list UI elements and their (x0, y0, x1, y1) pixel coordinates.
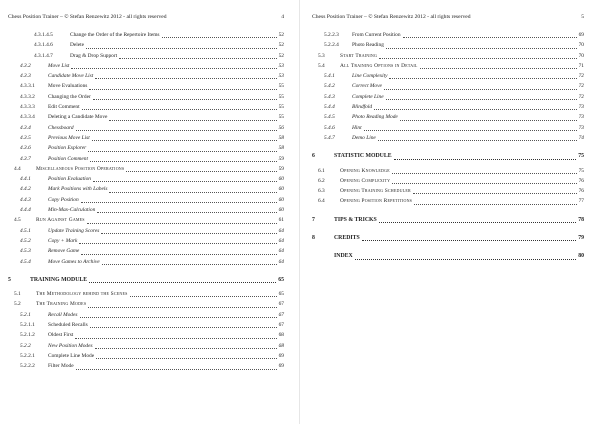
toc-entry-title: Opening Complexity (340, 177, 391, 184)
toc-entry[interactable] (8, 30, 284, 40)
toc-entry-page: 60 (278, 207, 284, 214)
toc-dot-leader (75, 332, 276, 339)
toc-entry-title: Opening Training Scheduler (340, 188, 411, 195)
toc-entry-title: Change the Order of the Repertoire Items (70, 32, 160, 38)
toc-entry-page: 68 (278, 342, 284, 349)
toc-entry[interactable] (8, 71, 284, 81)
toc-entry-title: Demo Line (352, 134, 376, 141)
toc-entry-page: 64 (278, 227, 284, 234)
toc-entry-page: 65 (278, 291, 284, 298)
toc-entry[interactable] (8, 61, 284, 71)
toc-entry[interactable] (8, 195, 284, 205)
toc-entry-number: 5.4.3 (324, 93, 335, 100)
toc-entry-number: 5.2.1 (20, 311, 31, 318)
toc-dot-leader (394, 153, 577, 160)
toc-dot-leader (379, 216, 576, 223)
toc-entry-number: 6.3 (318, 188, 325, 195)
toc-entry-number: 4.3.1.4.5 (34, 32, 53, 38)
toc-entry-number: 4.3.2 (20, 62, 31, 69)
toc-dot-leader (96, 352, 276, 359)
toc-entry-title: Complete Line (352, 93, 384, 100)
toc-entry-page: 55 (278, 83, 284, 90)
toc-entry-number: 8 (312, 235, 315, 242)
toc-entry-title: Start Training (340, 52, 378, 59)
toc-entry-number: 5.1 (14, 291, 21, 298)
toc-dot-leader (392, 177, 576, 184)
toc-entry-title: Min-Max-Calculation (48, 207, 96, 214)
toc-entry-title: Changing the Order (48, 93, 91, 100)
toc-entry-number: 4.3.3.2 (20, 93, 35, 100)
toc-entry-number: 5.2.2.2 (20, 363, 35, 370)
toc-entry-title: All Training Options in Detail (340, 62, 418, 69)
left-page-header (8, 14, 284, 21)
toc-dot-leader (93, 175, 277, 182)
toc-entry-number: 5.4.6 (324, 124, 335, 131)
toc-dot-leader (413, 187, 577, 194)
toc-entry-number: 4.3.6 (20, 145, 31, 152)
toc-entry-title: Position Evaluation (48, 176, 91, 183)
toc-dot-leader (97, 206, 276, 213)
toc-entry-page: 69 (578, 32, 584, 38)
toc-dot-leader (109, 114, 276, 121)
toc-entry-title: Position Explorer (48, 145, 87, 152)
toc-entry-title: Remove Game (48, 248, 80, 255)
toc-entry-title: Recall Modes (48, 311, 78, 318)
toc-entry[interactable] (8, 299, 284, 309)
toc-entry-page: 65 (278, 276, 284, 283)
toc-entry-title: Mark Positions with Labels (48, 186, 108, 193)
toc-spacer (312, 243, 584, 251)
toc-entry-page: 75 (578, 153, 584, 160)
toc-entry[interactable] (312, 133, 584, 143)
toc-entry-page: 55 (278, 93, 284, 100)
toc-entry-page: 73 (578, 104, 584, 111)
toc-dot-leader (420, 62, 577, 69)
toc-entry-title: INDEX (334, 253, 353, 260)
toc-entry-number: 4.3.1.4.6 (34, 42, 53, 49)
toc-entry[interactable] (8, 40, 284, 50)
toc-entry-number: 4.4.1 (20, 176, 31, 183)
toc-entry-page: 53 (278, 73, 284, 80)
toc-dot-leader (89, 83, 276, 90)
toc-entry[interactable] (8, 310, 284, 320)
toc-entry-page: 67 (278, 311, 284, 318)
toc-entry[interactable] (8, 133, 284, 143)
toc-entry[interactable] (312, 215, 584, 225)
toc-dot-leader (102, 258, 277, 265)
toc-dot-leader (88, 301, 276, 308)
toc-entry-title: Position Comment (48, 155, 88, 162)
toc-dot-leader (81, 248, 276, 255)
right-page (300, 0, 600, 424)
toc-entry[interactable] (8, 92, 284, 102)
toc-entry-number: 5.2.2.4 (324, 42, 339, 49)
left-header-title: Chess Position Trainer – © Stefan Renzewitz 2012 - all rights reserved (8, 14, 167, 20)
toc-entry[interactable] (312, 123, 584, 133)
toc-entry-number: 5.4.4 (324, 104, 335, 111)
toc-entry[interactable] (312, 233, 584, 243)
toc-dot-leader (378, 134, 577, 141)
toc-entry-page: 68 (278, 332, 284, 339)
toc-entry-page: 77 (578, 198, 584, 205)
toc-entry[interactable] (8, 226, 284, 236)
toc-dot-leader (130, 290, 277, 297)
toc-entry[interactable] (8, 174, 284, 184)
toc-entry-number: 4.4 (14, 165, 21, 172)
toc-entry[interactable] (8, 257, 284, 267)
toc-entry-number: 6.2 (318, 177, 325, 184)
toc-entry[interactable] (312, 186, 584, 196)
toc-entry-number: 4.3.3 (20, 73, 31, 80)
toc-entry-number: 5.2.1.2 (20, 332, 35, 339)
toc-entry-page: 64 (278, 258, 284, 265)
toc-entry-page: 55 (278, 114, 284, 121)
toc-entry-number: 4.4.3 (20, 196, 31, 203)
toc-spacer (312, 207, 584, 215)
toc-entry[interactable] (312, 51, 584, 61)
toc-entry-number: 5.2 (14, 301, 21, 308)
toc-entry-page: 59 (278, 165, 284, 172)
toc-entry-page: 61 (278, 217, 284, 224)
toc-entry[interactable] (8, 81, 284, 91)
toc-entry-page: 71 (578, 62, 584, 69)
toc-entry[interactable] (312, 30, 584, 40)
toc-entry-title: Photo Reading (352, 42, 384, 49)
toc-entry-page: 52 (278, 32, 284, 38)
toc-entry-title: Chessboard (48, 124, 74, 131)
toc-dot-leader (119, 52, 276, 59)
toc-entry-page: 56 (278, 124, 284, 131)
toc-dot-leader (87, 217, 277, 224)
toc-entry-title: From Current Position (352, 32, 401, 38)
toc-entry-page: 74 (578, 134, 584, 141)
toc-entry-title: Scheduled Recalls (48, 322, 88, 329)
toc-entry[interactable] (312, 251, 584, 261)
toc-entry-title: Filter Mode (48, 363, 74, 370)
toc-dot-leader (76, 363, 277, 370)
toc-entry[interactable] (8, 102, 284, 112)
toc-entry-title: Opening Position Repetitions (340, 198, 413, 205)
toc-entry-number: 4.4.4 (20, 207, 31, 214)
toc-entry-number: 5.2.1.1 (20, 322, 35, 329)
toc-entry[interactable] (8, 112, 284, 122)
right-page-header (312, 14, 584, 21)
toc-entry-page: 78 (578, 216, 584, 223)
toc-entry[interactable] (8, 275, 284, 285)
toc-entry-number: 4.3.5 (20, 134, 31, 141)
toc-entry[interactable] (8, 361, 284, 371)
toc-spacer (312, 143, 584, 151)
toc-entry-title: Correct Move (352, 83, 382, 90)
toc-dot-leader (364, 124, 577, 131)
toc-entry-number: 5.2.2.3 (324, 32, 339, 38)
toc-entry-title: TIPS & TRICKS (334, 216, 377, 223)
toc-entry-number: 4.3.7 (20, 155, 31, 162)
toc-entry-number: 4.3.3.4 (20, 114, 35, 121)
toc-entry-title: Move Evaluations (48, 83, 88, 90)
toc-dot-leader (403, 31, 577, 38)
toc-entry-number: 5.4 (318, 62, 325, 69)
right-table-of-contents (312, 30, 584, 262)
toc-dot-leader (86, 42, 277, 49)
toc-entry-page: 55 (278, 104, 284, 111)
toc-entry-page: 72 (578, 93, 584, 100)
toc-dot-leader (386, 42, 577, 49)
toc-entry-page: 60 (278, 196, 284, 203)
toc-entry-number: 5.2.2 (20, 342, 31, 349)
toc-entry-number: 7 (312, 216, 315, 223)
toc-entry-title: Move List (48, 62, 70, 69)
toc-entry-title: Miscellaneous Position Operations (36, 165, 125, 172)
toc-entry[interactable] (8, 164, 284, 174)
toc-dot-leader (400, 114, 577, 121)
toc-entry[interactable] (8, 123, 284, 133)
toc-dot-leader (92, 134, 277, 141)
toc-entry-page: 69 (278, 352, 284, 359)
toc-entry-page: 52 (278, 52, 284, 59)
toc-entry-title: Candidate Move List (48, 73, 94, 80)
toc-entry[interactable] (312, 166, 584, 176)
toc-entry-number: 4.3.3.1 (20, 83, 35, 90)
toc-dot-leader (162, 31, 277, 38)
toc-entry[interactable] (312, 151, 584, 161)
toc-dot-leader (82, 103, 277, 110)
toc-dot-leader (389, 72, 576, 79)
toc-entry-page: 73 (578, 124, 584, 131)
toc-spacer (8, 267, 284, 275)
toc-entry-number: 6.1 (318, 167, 325, 174)
toc-entry-title: Oldest First (48, 332, 74, 339)
toc-entry-number: 5.2.2.1 (20, 352, 35, 359)
toc-entry[interactable] (312, 196, 584, 206)
toc-entry-title: STATISTIC MODULE (334, 153, 392, 160)
toc-entry-number: 5.4.7 (324, 134, 335, 141)
toc-entry[interactable] (312, 92, 584, 102)
toc-entry-title: Copy Position (48, 196, 79, 203)
toc-entry-title: The Training Modes (36, 301, 87, 308)
toc-entry-page: 79 (578, 235, 584, 242)
toc-entry-number: 4.4.2 (20, 186, 31, 193)
toc-entry-page: 58 (278, 145, 284, 152)
toc-entry[interactable] (8, 246, 284, 256)
toc-entry-page: 64 (278, 248, 284, 255)
toc-entry-number: 4.5.2 (20, 237, 31, 244)
toc-entry-title: Move Games to Archive (48, 258, 100, 265)
toc-dot-leader (362, 234, 576, 241)
toc-entry-number: 5.3 (318, 52, 325, 59)
toc-dot-leader (374, 103, 577, 110)
toc-dot-leader (355, 253, 577, 260)
toc-dot-leader (384, 83, 577, 90)
toc-entry-number: 4.5.1 (20, 227, 31, 234)
toc-dot-leader (90, 155, 277, 162)
toc-entry-number: 6.4 (318, 198, 325, 205)
toc-entry-number: 4.3.1.4.7 (34, 52, 53, 59)
toc-entry-title: Opening Knowledge (340, 167, 390, 174)
toc-entry-page: 69 (278, 363, 284, 370)
toc-entry-title: Blindfold (352, 104, 373, 111)
toc-entry[interactable] (312, 61, 584, 71)
toc-entry-page: 72 (578, 83, 584, 90)
toc-entry-page: 76 (578, 177, 584, 184)
toc-entry[interactable] (8, 205, 284, 215)
toc-entry-number: 5.4.2 (324, 83, 335, 90)
toc-entry-number: 4.3.4 (20, 124, 31, 131)
toc-dot-leader (71, 62, 276, 69)
toc-entry-page: 52 (278, 42, 284, 49)
toc-entry-title: Previous Move List (48, 134, 90, 141)
toc-entry-title: TRAINING MODULE (30, 276, 88, 283)
toc-entry-page: 53 (278, 62, 284, 69)
toc-entry-page: 75 (578, 167, 584, 174)
toc-entry[interactable] (8, 341, 284, 351)
toc-dot-leader (88, 145, 276, 152)
toc-dot-leader (109, 186, 276, 193)
toc-entry-page: 60 (278, 176, 284, 183)
toc-dot-leader (126, 165, 276, 172)
toc-spacer (312, 225, 584, 233)
toc-entry[interactable] (8, 51, 284, 61)
toc-entry-title: Deleting a Candidate Move (48, 114, 108, 121)
toc-entry-page: 58 (278, 134, 284, 141)
toc-entry-number: 4.5.3 (20, 248, 31, 255)
toc-entry-page: 67 (278, 322, 284, 329)
toc-entry-title: New Position Modes (48, 342, 93, 349)
toc-dot-leader (95, 72, 276, 79)
toc-entry[interactable] (8, 215, 284, 225)
toc-dot-leader (89, 276, 276, 283)
toc-dot-leader (80, 311, 277, 318)
toc-entry-title: Complete Line Mode (48, 352, 95, 359)
toc-entry[interactable] (8, 289, 284, 299)
toc-dot-leader (386, 93, 577, 100)
toc-dot-leader (90, 321, 277, 328)
toc-entry-title: CREDITS (334, 235, 360, 242)
toc-entry-title: Edit Comment (48, 104, 80, 111)
toc-entry[interactable] (312, 102, 584, 112)
toc-entry-page: 73 (578, 114, 584, 121)
toc-entry-number: 4.5.4 (20, 258, 31, 265)
toc-entry-page: 59 (278, 155, 284, 162)
toc-entry-page: 70 (578, 52, 584, 59)
toc-entry-page: 70 (578, 42, 584, 49)
toc-entry-title: Photo Reading Mode (352, 114, 398, 121)
toc-entry-page: 80 (578, 253, 584, 260)
toc-entry[interactable] (312, 40, 584, 50)
toc-entry-page: 72 (578, 73, 584, 80)
toc-entry[interactable] (312, 81, 584, 91)
toc-dot-leader (95, 342, 277, 349)
toc-entry-title: Delete (70, 42, 85, 49)
toc-entry-title: The Methodology behind the Scenes (36, 291, 128, 298)
toc-entry-title: Line Complexity (352, 73, 388, 80)
toc-entry[interactable] (8, 351, 284, 361)
toc-entry-page: 76 (578, 188, 584, 195)
toc-entry[interactable] (312, 176, 584, 186)
toc-dot-leader (379, 52, 576, 59)
toc-entry[interactable] (8, 320, 284, 330)
toc-entry[interactable] (8, 236, 284, 246)
toc-dot-leader (101, 227, 276, 234)
toc-entry[interactable] (8, 154, 284, 164)
toc-entry[interactable] (8, 184, 284, 194)
toc-entry-number: 4.5 (14, 217, 21, 224)
right-header-title: Chess Position Trainer – © Stefan Renzewitz 2012 - all rights reserved (312, 14, 471, 20)
toc-dot-leader (392, 167, 577, 174)
toc-entry-page: 60 (278, 186, 284, 193)
toc-entry[interactable] (312, 71, 584, 81)
toc-entry-number: 5.4.5 (324, 114, 335, 121)
toc-dot-leader (81, 196, 277, 203)
toc-entry-number: 5.4.1 (324, 73, 335, 80)
toc-entry-number: 6 (312, 153, 315, 160)
toc-entry-title: Hint (352, 124, 362, 131)
right-page-number: 5 (581, 14, 584, 20)
toc-dot-leader (76, 124, 277, 131)
toc-entry[interactable] (312, 112, 584, 122)
toc-entry-title: Drag & Drop Support (70, 52, 118, 59)
toc-dot-leader (93, 93, 277, 100)
left-page-number: 4 (281, 14, 284, 20)
toc-entry-page: 67 (278, 301, 284, 308)
toc-dot-leader (79, 237, 276, 244)
toc-entry[interactable] (8, 330, 284, 340)
toc-dot-leader (414, 198, 576, 205)
left-table-of-contents (8, 30, 284, 372)
toc-entry-title: Copy + Mark (48, 237, 78, 244)
toc-entry-title: Run Against Games (36, 217, 85, 224)
toc-entry-number: 4.3.3.3 (20, 104, 35, 111)
toc-entry-page: 64 (278, 237, 284, 244)
toc-entry-number: 5 (8, 276, 11, 283)
toc-entry[interactable] (8, 143, 284, 153)
toc-entry-title: Update Training Scores (48, 227, 100, 234)
